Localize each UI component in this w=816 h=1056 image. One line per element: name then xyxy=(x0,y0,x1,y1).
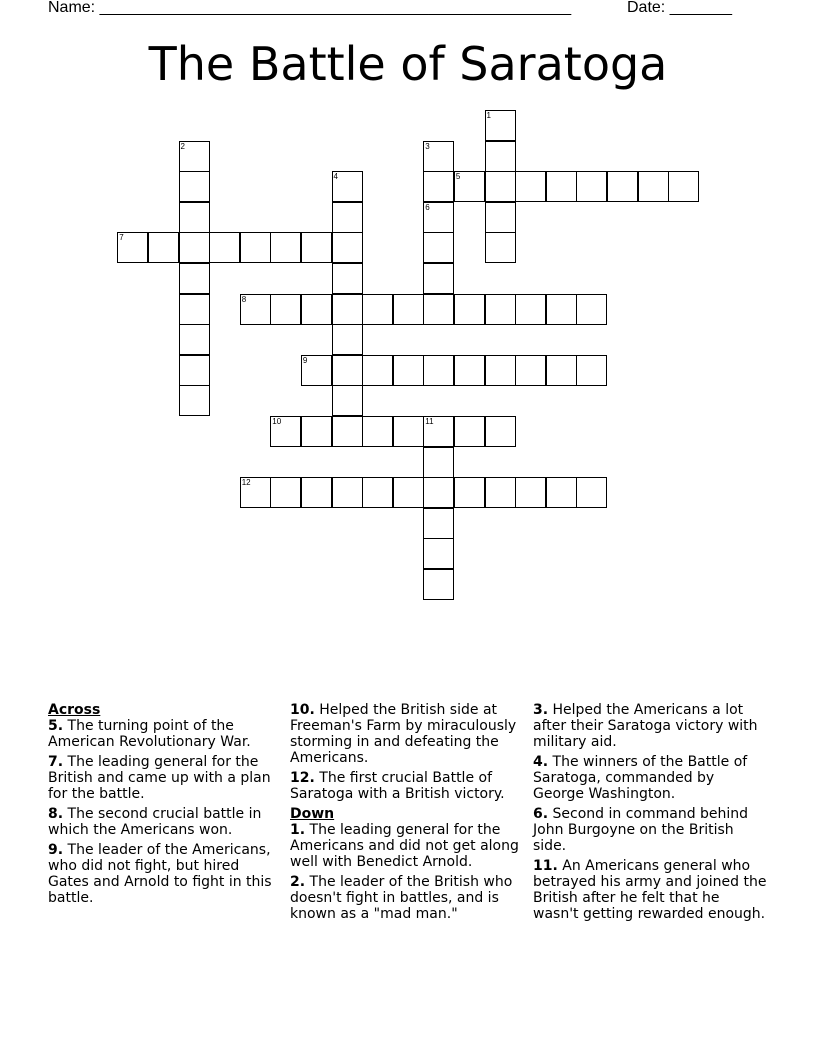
grid-cell[interactable] xyxy=(423,477,454,508)
clue-text: An Americans general who betrayed his army and joined the British after he felt that he wasn't getting rewarded enough. xyxy=(533,858,767,922)
grid-cell[interactable] xyxy=(423,263,454,294)
clue-number-label: 9 xyxy=(302,355,308,365)
grid-cell[interactable] xyxy=(301,294,332,325)
clue-number: 10. xyxy=(290,702,315,718)
grid-cell[interactable] xyxy=(423,416,454,447)
clue-number: 1. xyxy=(290,822,306,838)
clue-number: 4. xyxy=(533,754,549,770)
grid-cell[interactable] xyxy=(301,232,332,263)
grid-cell[interactable] xyxy=(332,416,363,447)
grid-cell[interactable] xyxy=(179,324,210,355)
clue-text: The leader of the British who doesn't fight in battles, and is known as a "mad man." xyxy=(290,874,513,922)
grid-cell[interactable] xyxy=(485,171,516,202)
grid-cell[interactable] xyxy=(179,202,210,233)
grid-cell[interactable] xyxy=(240,477,271,508)
grid-cell[interactable] xyxy=(332,324,363,355)
grid-cell[interactable] xyxy=(393,477,424,508)
grid-cell[interactable] xyxy=(393,294,424,325)
clue-text: The second crucial battle in which the Americans won. xyxy=(48,806,262,838)
grid-cell[interactable] xyxy=(209,232,240,263)
grid-cell[interactable] xyxy=(515,477,546,508)
grid-cell[interactable] xyxy=(393,355,424,386)
grid-cell[interactable] xyxy=(576,294,607,325)
grid-cell[interactable] xyxy=(454,416,485,447)
clue-down xyxy=(533,806,769,854)
grid-cell[interactable] xyxy=(240,232,271,263)
grid-cell[interactable] xyxy=(270,232,301,263)
clue-number-label: 4 xyxy=(333,172,338,182)
grid-cell[interactable] xyxy=(179,385,210,416)
grid-cell[interactable] xyxy=(270,477,301,508)
grid-cell[interactable] xyxy=(423,141,454,172)
grid-cell[interactable] xyxy=(485,477,516,508)
name-label: Name: xyxy=(48,0,96,16)
clue-number: 2. xyxy=(290,874,306,890)
grid-cell[interactable] xyxy=(362,294,393,325)
clue-across xyxy=(48,718,284,750)
grid-cell[interactable] xyxy=(301,477,332,508)
grid-cell[interactable] xyxy=(179,171,210,202)
grid-cell[interactable] xyxy=(546,171,577,202)
clue-number: 6. xyxy=(533,806,549,822)
grid-cell[interactable] xyxy=(332,355,363,386)
grid-cell[interactable] xyxy=(454,294,485,325)
clue-text: The turning point of the American Revolutionary War. xyxy=(48,718,251,750)
clue-number: 3. xyxy=(533,702,549,718)
clue-number-label: 1 xyxy=(486,111,491,120)
grid-cell[interactable] xyxy=(148,232,179,263)
grid-cell[interactable] xyxy=(515,355,546,386)
grid-cell[interactable] xyxy=(546,355,577,386)
grid-cell[interactable] xyxy=(423,171,454,202)
grid-cell[interactable] xyxy=(179,232,210,263)
grid-cell[interactable] xyxy=(576,477,607,508)
grid-cell[interactable] xyxy=(423,355,454,386)
grid-cell[interactable] xyxy=(485,110,516,141)
grid-cell[interactable] xyxy=(179,141,210,172)
grid-cell[interactable] xyxy=(301,416,332,447)
clue-text: The leading general for the British and came up with a plan for the battle. xyxy=(48,754,271,802)
clue-number: 5. xyxy=(48,718,64,734)
clue-across xyxy=(290,702,526,766)
grid-cell[interactable] xyxy=(454,171,485,202)
clue-text: Second in command behind John Burgoyne on the British side. xyxy=(533,806,749,854)
grid-cell[interactable] xyxy=(485,202,516,233)
clue-across xyxy=(48,806,284,838)
grid-cell[interactable] xyxy=(332,232,363,263)
grid-cell[interactable] xyxy=(423,538,454,569)
grid-cell[interactable] xyxy=(485,232,516,263)
grid-cell[interactable] xyxy=(485,355,516,386)
down-heading: Down xyxy=(290,806,335,822)
clue-number-label: 3 xyxy=(425,141,430,151)
clue-number: 11. xyxy=(533,858,558,874)
clue-number: 12. xyxy=(290,770,315,786)
grid-cell[interactable] xyxy=(423,294,454,325)
grid-cell[interactable] xyxy=(423,508,454,539)
grid-cell[interactable] xyxy=(485,141,516,172)
clue-number-label: 12 xyxy=(241,478,251,488)
grid-cell[interactable] xyxy=(454,477,485,508)
grid-cell[interactable] xyxy=(117,232,148,263)
clue-text: Helped the Americans a lot after their Saratoga victory with military aid. xyxy=(533,702,758,750)
grid-cell[interactable] xyxy=(515,171,546,202)
clue-text: The winners of the Battle of Saratoga, commanded by George Washington. xyxy=(533,754,748,802)
clue-number: 7. xyxy=(48,754,64,770)
clue-text: The leader of the Americans, who did not fight, but hired Gates and Arnold to fight in this battle. xyxy=(48,842,272,906)
clue-number-label: 11 xyxy=(425,417,434,426)
grid-cell[interactable] xyxy=(546,477,577,508)
grid-cell[interactable] xyxy=(301,355,332,386)
grid-cell[interactable] xyxy=(668,171,699,202)
clue-number-label: 2 xyxy=(180,141,185,151)
grid-cell[interactable] xyxy=(179,263,210,294)
clue-number-label: 5 xyxy=(455,172,461,182)
grid-cell[interactable] xyxy=(515,294,546,325)
clue-number-label: 10 xyxy=(272,417,282,426)
clue-number-label: 6 xyxy=(425,202,430,212)
clue-text: The leading general for the Americans and did not get along well with Benedict Arnold. xyxy=(290,822,519,870)
grid-cell[interactable] xyxy=(485,294,516,325)
page-title: The Battle of Saratoga xyxy=(148,37,668,91)
clue-column-3 xyxy=(533,702,769,926)
grid-cell[interactable] xyxy=(423,202,454,233)
date-label: Date: xyxy=(627,0,666,16)
grid-cell[interactable] xyxy=(332,263,363,294)
clue-number-label: 8 xyxy=(241,294,247,304)
clue-across xyxy=(290,770,526,802)
grid-cell[interactable] xyxy=(332,385,363,416)
grid-cell[interactable] xyxy=(454,355,485,386)
grid-cell[interactable] xyxy=(607,171,638,202)
clue-down xyxy=(533,702,769,750)
date-blank: _______ xyxy=(669,0,732,16)
name-blank: _____________________________________________________ xyxy=(99,0,572,16)
grid-cell[interactable] xyxy=(576,171,607,202)
grid-cell[interactable] xyxy=(393,416,424,447)
grid-cell[interactable] xyxy=(362,355,393,386)
grid-cell[interactable] xyxy=(638,171,669,202)
grid-cell[interactable] xyxy=(332,477,363,508)
grid-cell[interactable] xyxy=(179,294,210,325)
grid-cell[interactable] xyxy=(576,355,607,386)
grid-cell[interactable] xyxy=(546,294,577,325)
clue-down xyxy=(290,822,526,870)
clue-down xyxy=(533,754,769,802)
grid-cell[interactable] xyxy=(423,447,454,478)
clue-column-1 xyxy=(48,702,284,910)
clue-text: Helped the British side at Freeman's Farm by miraculously storming in and defeating the Americans. xyxy=(290,702,517,766)
clue-number: 8. xyxy=(48,806,64,822)
grid-cell[interactable] xyxy=(362,477,393,508)
clue-down xyxy=(533,858,769,922)
clue-number-label: 7 xyxy=(119,233,124,243)
grid-cell[interactable] xyxy=(423,232,454,263)
grid-cell[interactable] xyxy=(240,294,271,325)
grid-cell[interactable] xyxy=(179,355,210,386)
clue-number: 9. xyxy=(48,842,64,858)
grid-cell[interactable] xyxy=(332,202,363,233)
grid-cell[interactable] xyxy=(362,416,393,447)
clue-across xyxy=(48,754,284,802)
grid-cell[interactable] xyxy=(270,416,301,447)
grid-cell[interactable] xyxy=(270,294,301,325)
grid-cell[interactable] xyxy=(423,569,454,600)
clue-column-2 xyxy=(290,702,526,926)
clue-text: The first crucial Battle of Saratoga with a British victory. xyxy=(290,770,505,802)
across-heading: Across xyxy=(48,702,101,718)
clue-down xyxy=(290,874,526,922)
grid-cell[interactable] xyxy=(332,294,363,325)
clue-across xyxy=(48,842,284,906)
grid-cell[interactable] xyxy=(485,416,516,447)
grid-cell[interactable] xyxy=(332,171,363,202)
